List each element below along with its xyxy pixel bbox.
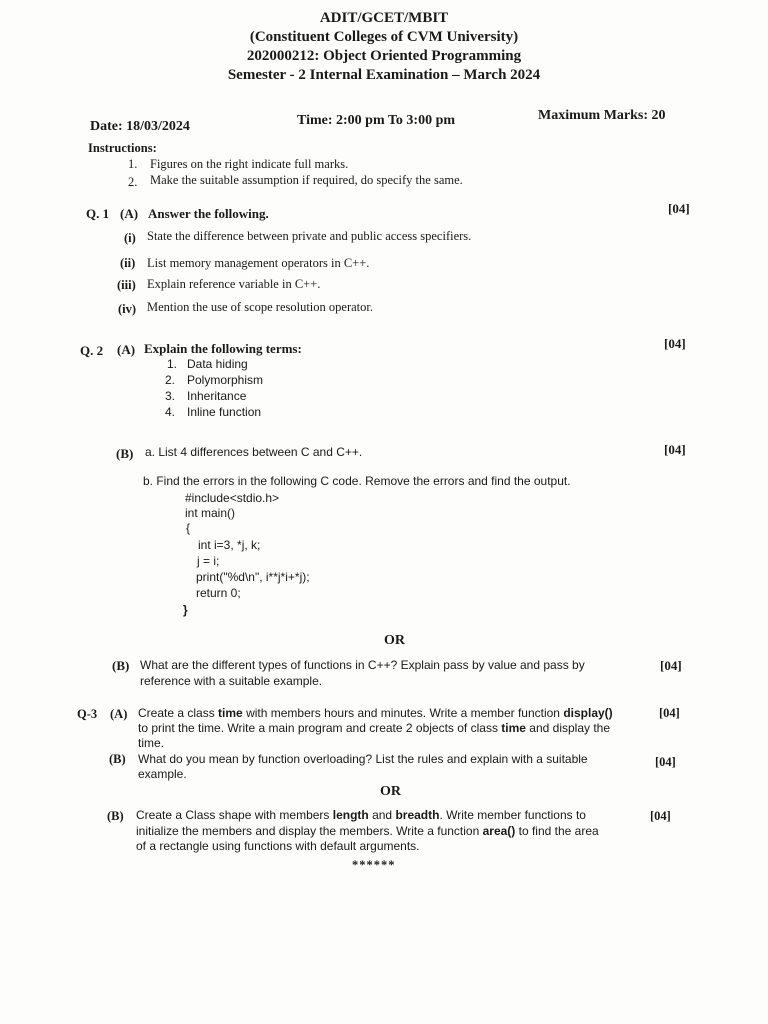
- term-text: Polymorphism: [187, 373, 264, 387]
- question-text: to print the time. Write a main program and create 2 objects of class time and display the: [138, 721, 611, 735]
- question-marks: [04]: [668, 201, 690, 216]
- question-title: Explain the following terms:: [144, 341, 302, 356]
- question-marks: [04]: [650, 809, 671, 823]
- question-marks: [04]: [659, 706, 680, 720]
- max-marks: Maximum Marks: 20: [538, 108, 666, 123]
- question-number: Q. 2: [80, 343, 104, 358]
- or-separator: OR: [380, 784, 401, 799]
- subquestion-num: (ii): [120, 256, 136, 270]
- question-part: (A): [120, 206, 139, 221]
- question-text: What do you mean by function overloading? List the rules and explain with a suitable: [138, 752, 588, 766]
- question-part: (B): [107, 809, 124, 823]
- question-part: (A): [117, 342, 136, 357]
- instruction-num: 2.: [128, 175, 138, 189]
- question-number: Q. 1: [86, 206, 110, 221]
- question-marks: [04]: [655, 755, 676, 769]
- question-part: (A): [110, 707, 128, 721]
- question-text: b. Find the errors in the following C code. Remove the errors and find the output.: [143, 474, 571, 488]
- question-text: reference with a suitable example.: [140, 674, 323, 688]
- instruction-text: Figures on the right indicate full marks.: [150, 157, 349, 171]
- question-text: example.: [138, 767, 187, 781]
- exam-date: Date: 18/03/2024: [90, 119, 190, 134]
- question-title: Answer the following.: [148, 206, 269, 221]
- question-part: (B): [109, 752, 126, 766]
- question-marks: [04]: [660, 658, 682, 673]
- question-text: time.: [138, 736, 165, 750]
- term-num: 1.: [167, 357, 178, 371]
- subquestion-num: (iii): [117, 278, 136, 292]
- question-text: initialize the members and display the members. Write a function area() to find the area: [136, 824, 599, 838]
- question-marks: [04]: [664, 442, 686, 457]
- term-num: 2.: [165, 373, 176, 387]
- term-text: Data hiding: [187, 357, 248, 371]
- course-title: 202000212: Object Oriented Programming: [246, 48, 522, 64]
- term-num: 3.: [165, 389, 176, 403]
- code-line: int main(): [185, 506, 236, 520]
- question-part: (B): [112, 658, 130, 673]
- university-name: (Constituent Colleges of CVM University): [249, 29, 519, 45]
- instruction-num: 1.: [128, 157, 138, 171]
- question-text: Create a Class shape with members length and breadth. Write member functions to: [136, 808, 586, 822]
- instructions-title: Instructions:: [88, 141, 157, 155]
- code-line: #include<stdio.h>: [185, 491, 280, 505]
- question-text: of a rectangle using functions with default arguments.: [136, 839, 420, 853]
- code-line: print("%d\n", i**j*i+*j);: [196, 570, 310, 584]
- term-text: Inline function: [187, 405, 262, 419]
- code-line: int i=3, *j, k;: [198, 538, 261, 552]
- question-text: What are the different types of functions in C++? Explain pass by value and pass by: [140, 658, 585, 672]
- question-text: a. List 4 differences between C and C++.: [145, 445, 363, 459]
- subquestion-text: Mention the use of scope resolution operator.: [147, 300, 373, 314]
- code-line: {: [186, 521, 191, 535]
- code-line: return 0;: [196, 586, 241, 600]
- subquestion-num: (iv): [118, 302, 137, 316]
- exam-title: Semester - 2 Internal Examination – March 2024: [227, 67, 541, 83]
- code-line: }: [183, 603, 188, 617]
- subquestion-text: List memory management operators in C++.: [147, 256, 370, 270]
- question-marks: [04]: [664, 336, 686, 351]
- or-separator: OR: [384, 633, 405, 648]
- term-text: Inheritance: [187, 389, 247, 403]
- question-text: Create a class time with members hours and minutes. Write a member function display(): [138, 706, 613, 720]
- question-part: (B): [116, 446, 134, 461]
- exam-time: Time: 2:00 pm To 3:00 pm: [297, 113, 456, 128]
- subquestion-text: State the difference between private and public access specifiers.: [147, 229, 472, 243]
- term-num: 4.: [165, 405, 176, 419]
- subquestion-num: (i): [124, 231, 136, 245]
- code-line: j = i;: [197, 554, 220, 568]
- end-marker: ******: [352, 858, 396, 872]
- college-name: ADIT/GCET/MBIT: [319, 10, 449, 26]
- subquestion-text: Explain reference variable in C++.: [147, 277, 321, 291]
- question-number: Q-3: [77, 707, 98, 721]
- instruction-text: Make the suitable assumption if required, do specify the same.: [150, 173, 463, 187]
